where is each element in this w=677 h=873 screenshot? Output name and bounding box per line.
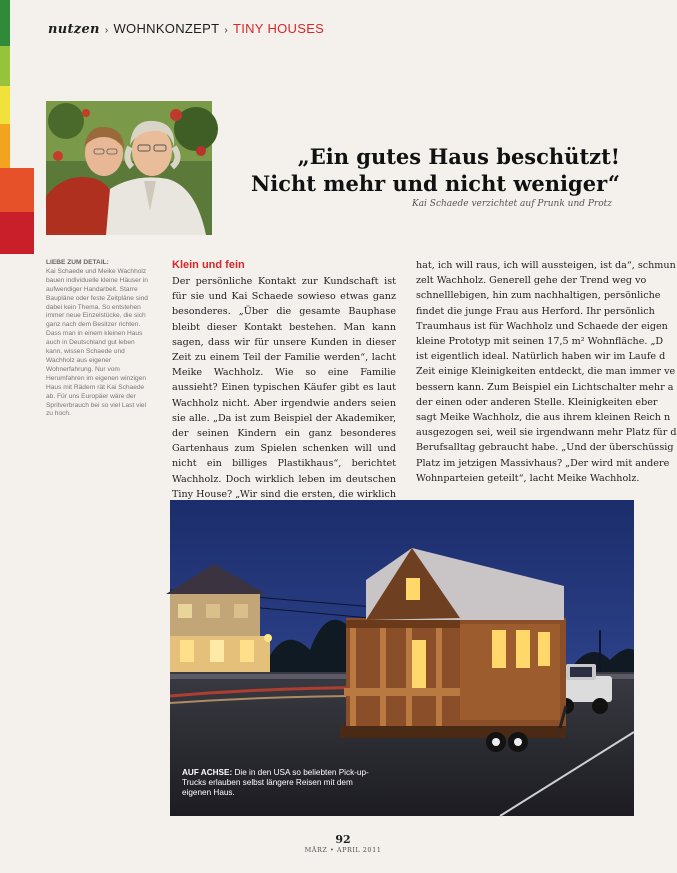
article-column-2-line: ausgezogen sei, weil sie irgendwann mehr Platz für d bbox=[416, 427, 677, 439]
breadcrumb-separator: › bbox=[104, 25, 109, 36]
photo-caption-text: Die in den USA so beliebten Pick-up-Trucks erlauben selbst längere Reisen mit dem eigenen Haus. bbox=[182, 768, 369, 798]
photo-caption bbox=[182, 768, 382, 799]
article-column-2-line: Berufsalltag gebraucht habe. „Und der überschüssig bbox=[416, 442, 674, 454]
article-column-2-line: zelt Wachholz. Generell gehe der Trend weg vo bbox=[416, 275, 647, 287]
pull-quote-credit: Kai Schaede verzichtet auf Prunk und Protz bbox=[411, 199, 612, 209]
breadcrumb bbox=[48, 21, 324, 37]
article-column-2-line: schnelllebigen, hin zum nachhaltigen, persönliche bbox=[416, 290, 661, 302]
color-strip-red bbox=[0, 212, 34, 254]
color-strip-yellow bbox=[0, 86, 10, 124]
portrait-caption-text: Kai Schaede und Meike Wachholz bauen individuelle kleine Häuser in aufwendiger Handarbeit. Starre Baupläne oder feste Zeitpläne sind dabei kein Thema. So entstehen immer neue Einzelstücke, die sich ganz nach dem Besitzer richten. Dass man in einem kleinen Haus auch in Deutschland gut leben kann, wissen Schaede und Wachholz aus eigener Wohnerfahrung. Nur vom Herumfahren im eigenen winzigen Haus mit Rädern rät Kai Schaede ab. Für uns Europäer wäre der Spritverbrauch bei so viel Last viel zu hoch. bbox=[46, 267, 148, 418]
portrait-photo bbox=[46, 101, 212, 235]
article-column-2-line: Platz im jetzigen Massivhaus? „Der wird mit andere bbox=[416, 457, 670, 469]
article-column-2-line: kleine Prototyp mit seinen 17,5 m² Wohnfläche. „D bbox=[416, 336, 664, 348]
article-column-2-line: hat, ich will raus, ich will aussteigen, ist da“, schmun bbox=[416, 260, 676, 271]
color-strip-lime bbox=[0, 46, 10, 86]
color-strip-red-orange bbox=[0, 168, 34, 212]
article-column-2-line: bessern kann. Zum Beispiel ein Lichtschalter mehr a bbox=[416, 381, 674, 393]
issue-date: MÄRZ • APRIL 2011 bbox=[304, 846, 382, 854]
page-number: 92 bbox=[335, 833, 351, 846]
breadcrumb-separator: › bbox=[224, 25, 228, 36]
pull-quote-line-1: „Ein gutes Haus beschützt! bbox=[297, 144, 620, 169]
article-column-1-text: Der persönliche Kontakt zur Kundschaft ist für sie und Kai Schaede sowieso etwas ganz besonderes. „Über die gesamte Bauphase bleibt dieser Kontakt bestehen. Man kann sagen, dass wir für unsere Kunden in dieser Zeit zu einem Teil der Familie werden“, lacht Meike Wachholz. Wie so eine Familie aussieht? Einen typischen Käufer gibt es laut Wachholz nicht. Aber irgendwie anders seien sie alle. „Da ist zum Beispiel der Akademiker, der seinen Kindern ein ganz besonderes Gartenhaus zum Spielen schenken will und nicht ein billiges Plastikhaus“, berichtet Wachholz. Doch wirklich leben im deutschen Tiny House? „Wir sind die ersten, die wirklich bbox=[172, 276, 396, 500]
color-strip-green bbox=[0, 0, 10, 46]
article-column-2-line: ist eigentlich ideal. Natürlich haben wir im Laufe d bbox=[416, 351, 666, 363]
portrait-caption bbox=[46, 259, 152, 419]
article-column-2-line: Zeit einige Kleinigkeiten entdeckt, die man immer ve bbox=[416, 366, 676, 378]
article-column-2-line: der einen oder anderen Stelle. Kleinigkeiten eber bbox=[416, 396, 658, 408]
article-column-2-line: Traumhaus ist für Wachholz und Schaede der eigen bbox=[416, 320, 668, 332]
article-column-2-line: Wohnparteien geteilt“, lacht Meike Wachholz. bbox=[416, 472, 640, 484]
color-strip-orange bbox=[0, 124, 10, 168]
article-column-2-line: sagt Meike Wachholz, die aus ihrem kleinen Reich n bbox=[416, 412, 671, 424]
portrait-caption-lead: LIEBE ZUM DETAIL: bbox=[46, 259, 109, 266]
pull-quote bbox=[222, 143, 620, 197]
pull-quote-line-2: Nicht mehr und nicht weniger“ bbox=[251, 171, 620, 196]
page-footer bbox=[300, 833, 386, 854]
breadcrumb-topic: TINY HOUSES bbox=[232, 21, 325, 36]
article-column-2 bbox=[416, 258, 677, 486]
photo-caption-lead: AUF ACHSE: bbox=[182, 768, 233, 777]
breadcrumb-section: WOHNKONZEPT bbox=[113, 21, 220, 36]
article-column-2-line: findet die junge Frau aus Herford. Ihr persönlich bbox=[416, 305, 655, 317]
magazine-section-brand: nutzen bbox=[48, 22, 100, 37]
article-subhead: Klein und fein bbox=[172, 259, 245, 271]
